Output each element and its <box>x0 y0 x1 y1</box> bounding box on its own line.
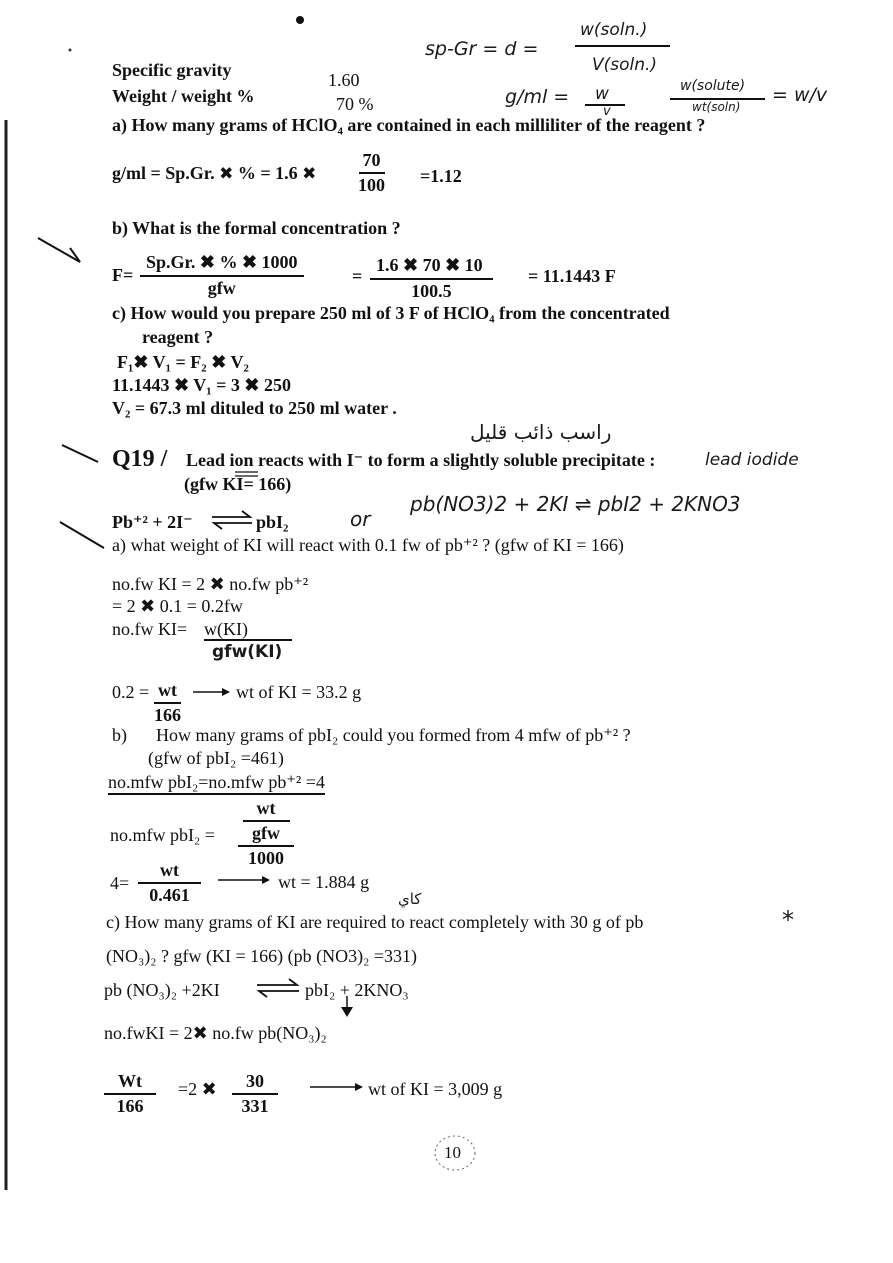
equilibrium-arrow-icon <box>257 979 299 997</box>
q19-c-reaction-rhs: pbI₂ + 2KNO₃ <box>305 980 409 1000</box>
q19-c-fraction-1: $\frac{Wt}{166}$ <box>104 1071 156 1117</box>
hw-gfw-ki: gfw(KI) <box>212 642 283 662</box>
multiply-icon: ✖ <box>219 164 234 184</box>
ink-dot <box>296 16 304 24</box>
q19-a-line-1: no.fw KI = 2 ✖ no.fw pb⁺² <box>112 574 309 594</box>
arrow-icon <box>262 876 270 884</box>
q19-c-question-1: c) How many grams of KI are required to react completely with 30 g of pb <box>106 912 644 932</box>
arabic-note: راسب ذائب قليل <box>470 420 612 444</box>
ww-label: Weight / weight % <box>112 86 255 106</box>
sg-value: 1.60 <box>328 70 360 90</box>
check-mark-reaction <box>60 522 104 548</box>
q19-a-result: wt of KI = 33.2 g <box>236 682 362 702</box>
part-b-fraction-2: $\frac{1.6 ✖ 70 ✖ 10}{100.5}$ <box>370 255 493 302</box>
hw-sp-gr-num: w(soln.) <box>580 20 648 40</box>
equilibrium-arrow-icon <box>212 511 252 529</box>
check-mark-b <box>38 238 80 262</box>
hw-sp-gr-lhs: sp-Gr = d = <box>425 38 539 60</box>
multiply-icon: ✖ <box>302 164 317 184</box>
q19-a-line-3: no.fw KI= <box>112 619 188 639</box>
q19-reaction-rhs: pbI₂ <box>256 512 289 532</box>
q19-c-eq: =2 ✖ <box>178 1079 217 1099</box>
ww-value: 70 % <box>336 94 374 114</box>
page-number: 10 <box>444 1143 461 1162</box>
q19-c-fraction-2: $\frac{30}{331}$ <box>232 1071 278 1117</box>
q19-b-gfw: (gfw of pbI₂ =461) <box>148 748 284 768</box>
part-b-result: = 11.1443 F <box>528 266 616 286</box>
part-b-question: b) What is the formal concentration ? <box>112 218 401 238</box>
q19-gfw-note: (gfw KI= 166) <box>184 474 292 494</box>
q19-label: Q19 / <box>112 446 168 472</box>
q19-b-result: wt = 1.884 g <box>278 872 370 892</box>
hw-lead-iodide: lead iodide <box>705 450 799 470</box>
hw-star: * <box>782 906 794 934</box>
q19-a-question: a) what weight of KI will react with 0.1 fw of pb⁺² ? (gfw of KI = 166) <box>112 535 624 555</box>
part-c-line-3: V₂ = 67.3 ml dituled to 250 ml water . <box>112 398 397 418</box>
hw-gml-lhs: g/ml = <box>505 86 570 108</box>
hw-wv-tail: = w/v <box>772 84 828 106</box>
q19-b-fraction-2: $\frac{wt}{0.461}$ <box>138 860 201 906</box>
part-c-line-2: 11.1443 ✖ V₁ = 3 ✖ 250 <box>112 375 291 395</box>
part-a-question: a) How many grams of HClO₄ are contained in each milliliter of the reagent ? <box>112 115 706 135</box>
q19-a-fraction: $\frac{wt}{166}$ <box>154 680 181 725</box>
part-b-fraction-1: Sp.Gr. ✖ % ✖ 1000 gfw <box>140 252 304 299</box>
arrow-icon <box>355 1083 363 1091</box>
q19-b-line-3-lhs: 4= <box>110 873 130 893</box>
check-mark-q19 <box>62 445 98 462</box>
part-a-lhs: g/ml = Sp.Gr. ✖ % = 1.6 ✖ <box>112 163 317 184</box>
q19-c-reaction-lhs: pb (NO₃)₂ +2KI <box>104 980 220 1000</box>
hw-gml-num: w <box>595 84 609 104</box>
q19-b-line-2-lhs: no.mfw pbI₂ = <box>110 825 215 845</box>
q19-b-label: b) <box>112 725 127 745</box>
q19-a-line-4-lhs: 0.2 = <box>112 682 150 702</box>
part-b-eq: = <box>352 266 363 286</box>
hw-arabic-small: كاي <box>398 890 422 908</box>
part-c-question-1: c) How would you prepare 250 ml of 3 F of HClO₄ from the concentrated <box>112 303 670 323</box>
ink-dot-small <box>69 49 72 52</box>
part-a-result: =1.12 <box>420 166 462 186</box>
q19-c-result: wt of KI = 3,009 g <box>368 1079 503 1099</box>
q19-b-question: How many grams of pbI₂ could you formed from 4 mfw of pb⁺² ? <box>156 725 631 745</box>
part-b-f-label: F= <box>112 265 134 285</box>
q19-b-complex-fraction: wt gfw 1000 <box>238 798 294 869</box>
q19-a-line-3-num: w(KI) <box>204 619 248 639</box>
q19-b-line-1: no.mfw pbI₂=no.mfw pb⁺² =4 <box>108 772 325 795</box>
part-c-line-1: F₁✖ V₁ = F₂ ✖ V₂ <box>117 352 249 372</box>
hw-wv-num: w(solute) <box>680 78 746 94</box>
part-c-question-2: reagent ? <box>142 327 214 347</box>
hw-sp-gr-den: V(soln.) <box>592 55 658 75</box>
arrow-icon <box>222 688 230 696</box>
part-a-fraction: $\frac{70}{100}$ <box>358 150 385 195</box>
q19-reaction-lhs: Pb⁺² + 2I⁻ <box>112 512 193 532</box>
hw-gml-den: v <box>603 104 611 119</box>
q19-a-line-2: = 2 ✖ 0.1 = 0.2fw <box>112 596 243 616</box>
q19-text: Lead ion reacts with I⁻ to form a slightly soluble precipitate : <box>186 450 656 470</box>
hw-or: or <box>350 507 371 531</box>
q19-c-line-1: no.fwKI = 2✖ no.fw pb(NO₃)₂ <box>104 1023 327 1043</box>
hw-alt-equation: pb(NO3)2 + 2KI ⇌ pbI2 + 2KNO3 <box>410 492 741 516</box>
q19-c-question-2: (NO₃)₂ ? gfw (KI = 166) (pb (NO3)₂ =331) <box>106 946 418 966</box>
hw-wv-den: wt(soln) <box>692 100 741 114</box>
sg-label: Specific gravity <box>112 60 232 80</box>
precipitate-arrow-icon <box>341 1007 353 1017</box>
